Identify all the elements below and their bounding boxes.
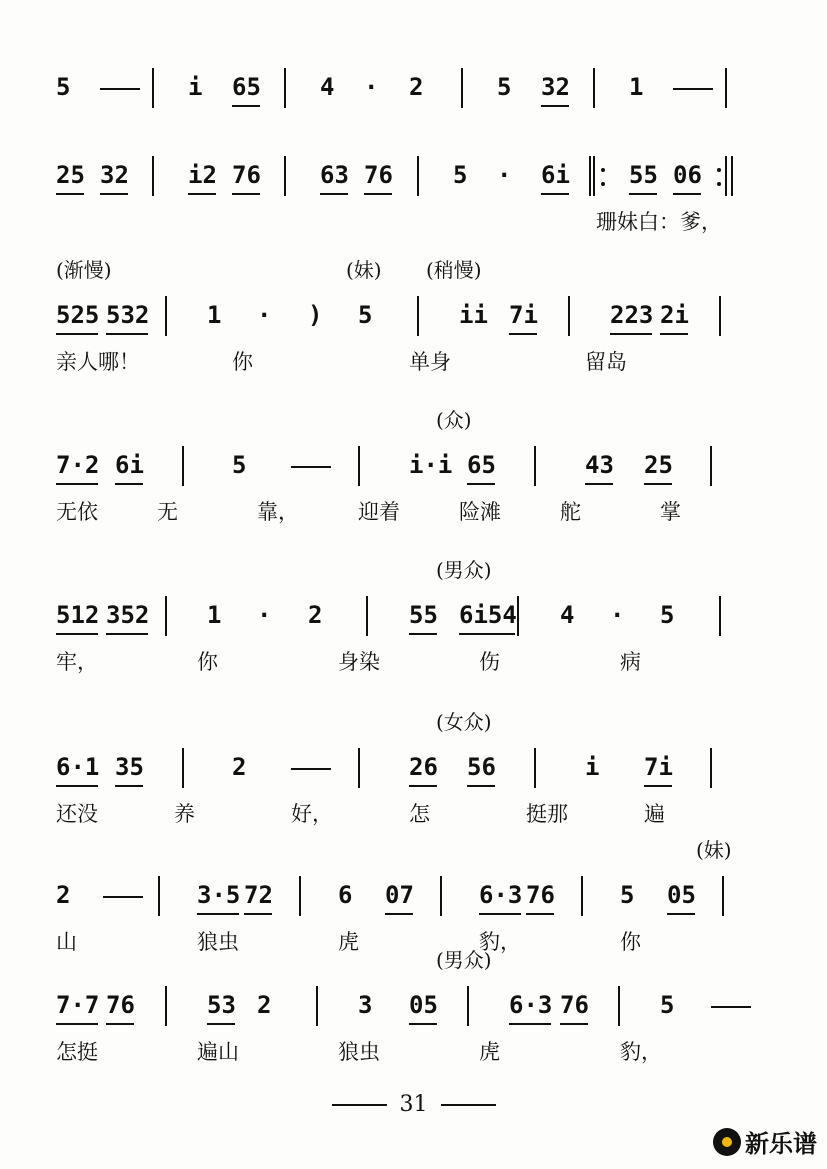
note-group: 6 <box>338 881 353 909</box>
barline <box>358 748 360 788</box>
barline <box>152 68 154 108</box>
note-group: 5 <box>497 73 512 101</box>
sustain-dash <box>291 768 331 770</box>
note-group: 7·2 <box>56 451 100 479</box>
beam-underline <box>629 193 657 195</box>
lyric: 还没 <box>56 802 98 826</box>
beam-underline <box>673 193 701 195</box>
beam-underline <box>610 333 652 335</box>
performance-mark: (男众) <box>436 948 492 972</box>
note-group: 76 <box>364 161 393 189</box>
lyric: 无 <box>157 500 178 524</box>
barline <box>358 446 360 486</box>
lyric: 虎 <box>479 1040 500 1064</box>
barline <box>618 986 620 1026</box>
note-group: 2 <box>232 753 247 781</box>
beam-underline <box>115 785 143 787</box>
barline <box>182 446 184 486</box>
barline <box>284 156 286 196</box>
note-group: 05 <box>409 991 438 1019</box>
repeat-barline <box>589 156 591 196</box>
footer-rule-right <box>441 1104 496 1106</box>
note-group: · <box>364 73 379 101</box>
performance-mark: (众) <box>436 408 472 432</box>
beam-underline <box>188 193 216 195</box>
note-group: 3·5 <box>197 881 241 909</box>
lyric: 伤 <box>479 650 500 674</box>
lyric: 病 <box>620 650 641 674</box>
sustain-dash <box>103 896 143 898</box>
lyric: 牢， <box>56 650 98 674</box>
barline <box>165 296 167 336</box>
lyric: 靠， <box>257 500 299 524</box>
note-group: ii <box>459 301 488 329</box>
beam-underline <box>541 193 569 195</box>
beam-underline <box>585 483 613 485</box>
lyric: 山 <box>56 930 77 954</box>
note-group: 7i <box>509 301 538 329</box>
beam-underline <box>232 105 260 107</box>
beam-underline <box>106 333 148 335</box>
beam-underline <box>509 1023 551 1025</box>
lyric: 留岛 <box>585 350 627 374</box>
beam-underline <box>244 913 272 915</box>
beam-underline <box>644 785 672 787</box>
beam-underline <box>56 333 98 335</box>
note-group: 2 <box>257 991 272 1019</box>
lyric: 怎 <box>409 802 430 826</box>
note-group: 43 <box>585 451 614 479</box>
note-group: 53 <box>207 991 236 1019</box>
note-group: 1 <box>207 301 222 329</box>
note-group: 76 <box>106 991 135 1019</box>
beam-underline <box>56 785 98 787</box>
note-group: 1 <box>207 601 222 629</box>
note-group: 2i <box>660 301 689 329</box>
note-group: 6·1 <box>56 753 100 781</box>
lyric: 你 <box>620 930 641 954</box>
lyric: 迎着 <box>358 500 400 524</box>
beam-underline <box>207 1023 235 1025</box>
barline <box>581 876 583 916</box>
barline <box>534 748 536 788</box>
beam-underline <box>644 483 672 485</box>
note-group: 5 <box>232 451 247 479</box>
note-group: i·i <box>409 451 453 479</box>
beam-underline <box>459 633 515 635</box>
lyric: 亲人哪！ <box>56 350 140 374</box>
repeat-barline <box>593 156 595 196</box>
note-group: 6·3 <box>479 881 523 909</box>
lyric: 虎 <box>338 930 359 954</box>
note-group: 35 <box>115 753 144 781</box>
performance-mark: (男众) <box>436 558 492 582</box>
lyric: 豹， <box>479 930 521 954</box>
beam-underline <box>560 1023 588 1025</box>
page-footer <box>0 1092 827 1117</box>
note-group: i <box>188 73 203 101</box>
note-group: 4 <box>320 73 335 101</box>
barline <box>165 986 167 1026</box>
note-group: 63 <box>320 161 349 189</box>
note-group: i <box>585 753 600 781</box>
lyric: 身染 <box>338 650 380 674</box>
barline <box>299 876 301 916</box>
beam-underline <box>56 483 98 485</box>
beam-underline <box>364 193 392 195</box>
lyric: 养 <box>174 802 195 826</box>
barline <box>722 876 724 916</box>
note-group: 223 <box>610 301 654 329</box>
sustain-dash <box>711 1006 751 1008</box>
lyric: 你 <box>197 650 218 674</box>
note-group: 5 <box>620 881 635 909</box>
note-group: 2 <box>308 601 323 629</box>
barline <box>710 446 712 486</box>
note-group: · <box>610 601 625 629</box>
lyric: 挺那 <box>526 802 568 826</box>
barline <box>593 68 595 108</box>
performance-mark: (妹) <box>696 838 732 862</box>
note-group: 6i54 <box>459 601 517 629</box>
note-group: 65 <box>467 451 496 479</box>
note-group: · <box>257 601 272 629</box>
repeat-dot <box>601 168 605 172</box>
note-group: 55 <box>629 161 658 189</box>
note-group: 5 <box>453 161 468 189</box>
note-group: 25 <box>56 161 85 189</box>
barline <box>152 156 154 196</box>
note-group: 55 <box>409 601 438 629</box>
footer-rule-left <box>332 1104 387 1106</box>
beam-underline <box>660 333 688 335</box>
note-group: 3 <box>358 991 373 1019</box>
lyric: 掌 <box>660 500 681 524</box>
repeat-dot <box>717 182 721 186</box>
logo-disc-icon <box>713 1128 741 1156</box>
note-group: 525 <box>56 301 100 329</box>
note-group: 6·3 <box>509 991 553 1019</box>
beam-underline <box>197 913 239 915</box>
note-group: i2 <box>188 161 217 189</box>
page-number: 31 <box>399 1092 428 1117</box>
note-group: 76 <box>560 991 589 1019</box>
sustain-dash <box>291 466 331 468</box>
lyric: 无依 <box>56 500 98 524</box>
beam-underline <box>526 913 554 915</box>
lyric: 险滩 <box>459 500 501 524</box>
performance-mark: (女众) <box>436 710 492 734</box>
repeat-dot <box>601 182 605 186</box>
barline <box>719 296 721 336</box>
beam-underline <box>509 333 537 335</box>
beam-underline <box>409 785 437 787</box>
lyric: 好， <box>291 802 333 826</box>
note-group: 06 <box>673 161 702 189</box>
barline <box>417 296 419 336</box>
note-group: 32 <box>541 73 570 101</box>
beam-underline <box>479 913 521 915</box>
beam-underline <box>56 193 84 195</box>
note-group: 7·7 <box>56 991 100 1019</box>
beam-underline <box>56 1023 98 1025</box>
lyric: 舵 <box>560 500 581 524</box>
note-group: 76 <box>526 881 555 909</box>
note-group: 4 <box>560 601 575 629</box>
sustain-dash <box>673 88 713 90</box>
barline <box>461 68 463 108</box>
note-group: 6i <box>115 451 144 479</box>
note-group: 7i <box>644 753 673 781</box>
beam-underline <box>385 913 413 915</box>
note-group: 26 <box>409 753 438 781</box>
beam-underline <box>100 193 128 195</box>
beam-underline <box>667 913 695 915</box>
barline <box>284 68 286 108</box>
note-group: 2 <box>56 881 71 909</box>
barline <box>517 596 519 636</box>
note-group: 65 <box>232 73 261 101</box>
barline <box>719 596 721 636</box>
note-group: · <box>497 161 512 189</box>
beam-underline <box>467 483 495 485</box>
barline <box>366 596 368 636</box>
note-group: 72 <box>244 881 273 909</box>
note-group: 25 <box>644 451 673 479</box>
beam-underline <box>106 633 148 635</box>
repeat-barline <box>725 156 727 196</box>
note-group: · <box>257 301 272 329</box>
beam-underline <box>409 1023 437 1025</box>
note-group: 07 <box>385 881 414 909</box>
barline <box>534 446 536 486</box>
repeat-barline <box>731 156 733 196</box>
lyric: 遍山 <box>197 1040 239 1064</box>
note-group: 532 <box>106 301 150 329</box>
lyric: 狼虫 <box>197 930 239 954</box>
note-group: ) <box>308 301 323 329</box>
barline <box>182 748 184 788</box>
note-group: 5 <box>660 601 675 629</box>
note-group: 56 <box>467 753 496 781</box>
performance-mark: (妹) <box>346 258 382 282</box>
note-group: 1 <box>629 73 644 101</box>
performance-mark: (稍慢) <box>426 258 482 282</box>
repeat-dot <box>717 168 721 172</box>
note-group: 5 <box>56 73 71 101</box>
note-group: 32 <box>100 161 129 189</box>
barline <box>165 596 167 636</box>
lyric: 狼虫 <box>338 1040 380 1064</box>
lyric: 遍 <box>644 802 665 826</box>
barline <box>417 156 419 196</box>
note-group: 05 <box>667 881 696 909</box>
beam-underline <box>541 105 569 107</box>
note-group: 2 <box>409 73 424 101</box>
site-logo <box>713 1124 817 1159</box>
logo-text: 新乐谱 <box>745 1130 817 1158</box>
note-group: 5 <box>660 991 675 1019</box>
beam-underline <box>106 1023 134 1025</box>
beam-underline <box>320 193 348 195</box>
barline <box>725 68 727 108</box>
barline <box>467 986 469 1026</box>
note-group: 6i <box>541 161 570 189</box>
spoken-line: 珊妹白：爹， <box>596 210 722 234</box>
note-group: 352 <box>106 601 150 629</box>
barline <box>568 296 570 336</box>
beam-underline <box>467 785 495 787</box>
lyric: 豹， <box>620 1040 662 1064</box>
barline <box>710 748 712 788</box>
barline <box>158 876 160 916</box>
barline <box>440 876 442 916</box>
lyric: 单身 <box>409 350 451 374</box>
lyric: 怎挺 <box>56 1040 98 1064</box>
note-group: 76 <box>232 161 261 189</box>
beam-underline <box>409 633 437 635</box>
beam-underline <box>56 633 98 635</box>
beam-underline <box>232 193 260 195</box>
note-group: 512 <box>56 601 100 629</box>
sustain-dash <box>100 88 140 90</box>
barline <box>316 986 318 1026</box>
lyric: 你 <box>232 350 253 374</box>
note-group: 5 <box>358 301 373 329</box>
performance-mark: (渐慢) <box>56 258 112 282</box>
beam-underline <box>115 483 143 485</box>
